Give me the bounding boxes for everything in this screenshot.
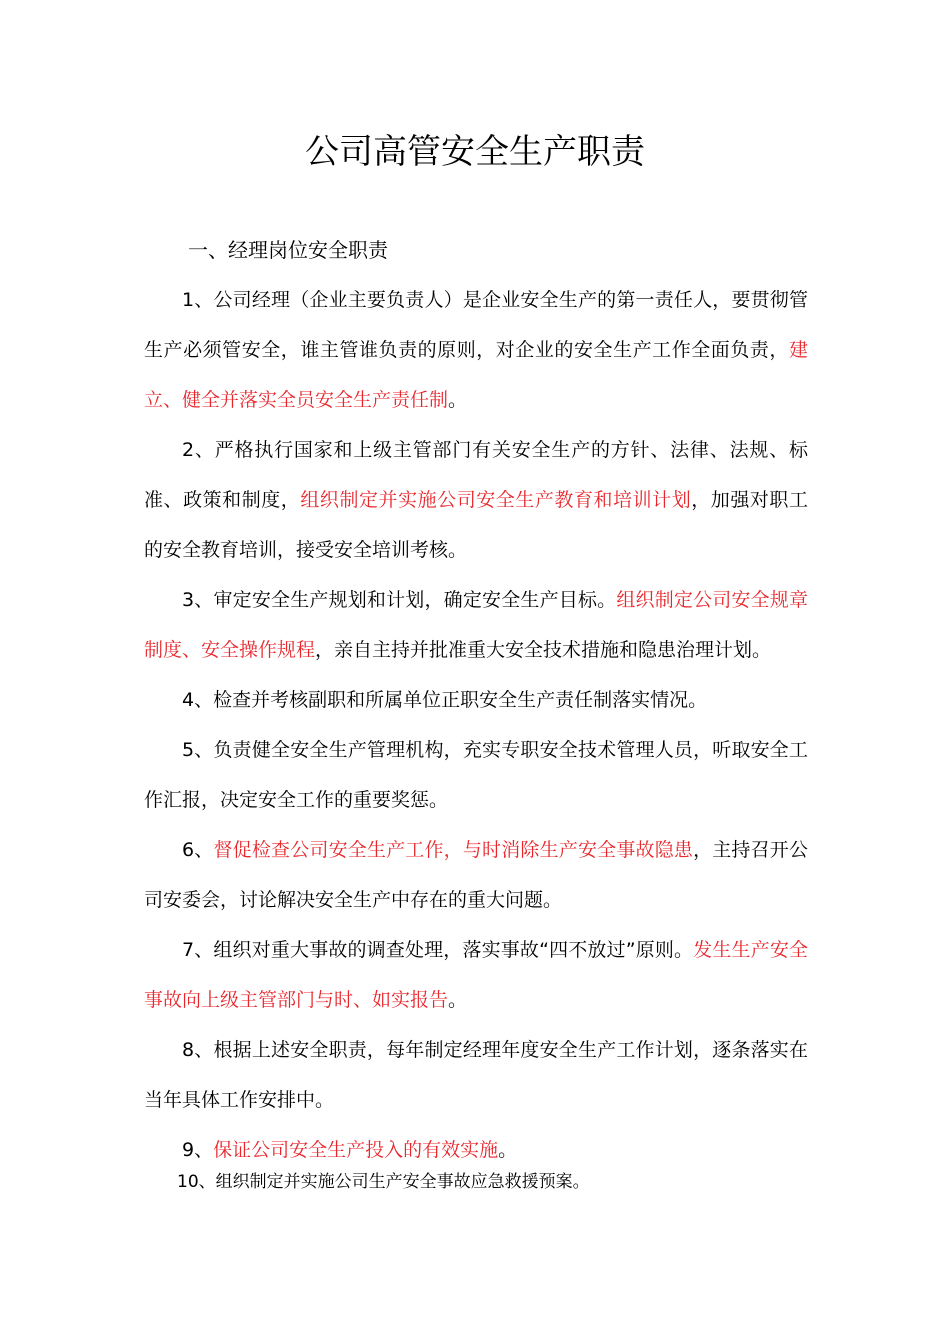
item-text: 3、审定安全生产规划和计划，确定安全生产目标。 (182, 589, 617, 611)
list-item (144, 725, 808, 825)
item-text: 。 (448, 989, 468, 1011)
list-item (144, 575, 808, 675)
item-highlight: 督促检查公司安全生产工作，与时消除生产安全事故隐患 (213, 839, 694, 861)
item-text: 4、检查并考核副职和所属单位正职安全生产责任制落实情况。 (182, 689, 708, 711)
item-highlight: 保证公司安全生产投入的有效实施 (213, 1139, 499, 1161)
list-item (144, 925, 808, 1025)
list-item (144, 825, 808, 925)
item-highlight: 组织制定并实施公司安全生产教育和培训计划 (300, 489, 692, 511)
list-item (144, 675, 808, 725)
item-text: 5、负责健全安全生产管理机构，充实专职安全技术管理人员，听取安全工作汇报，决定安全工作的重要奖惩。 (144, 739, 808, 811)
item-text: 6、 (182, 839, 214, 861)
item-text: 9、 (182, 1139, 214, 1161)
item-text: ，主持召开公司安委会，讨论解决安全生产中存在的重大问题。 (144, 839, 808, 911)
item-text: 1、公司经理（企业主要负责人）是企业安全生产的第一责任人，要贯彻管生产必须管安全，谁主管谁负责的原则，对企业的安全生产工作全面负责， (144, 289, 808, 361)
document-body (144, 275, 808, 1175)
list-item (144, 1025, 808, 1125)
item-text: ，加强对职工的安全教育培训，接受安全培训考核。 (144, 489, 808, 561)
item-text: 2、严格执行国家和上级主管部门有关安全生产的方针、法律、法规、标准、政策和制度， (144, 439, 808, 511)
item-text: ，亲自主持并批准重大安全技术措施和隐患治理计划。 (315, 639, 772, 661)
item-text: 。 (498, 1139, 518, 1161)
item-text: 。 (448, 389, 468, 411)
item-highlight: 组织制定公司安全规章制度、安全操作规程 (144, 589, 808, 661)
item-highlight: 发生生产安全事故向上级主管部门与时、如实报告 (144, 939, 808, 1011)
list-item-last: 10、组织制定并实施公司生产安全事故应急救援预案。 (177, 1172, 590, 1192)
item-text: 7、组织对重大事故的调查处理，落实事故“四不放过”原则。 (182, 939, 694, 961)
list-item (144, 275, 808, 425)
section-heading: 一、经理岗位安全职责 (188, 238, 388, 262)
item-text: 8、根据上述安全职责，每年制定经理年度安全生产工作计划，逐条落实在当年具体工作安排中。 (144, 1039, 808, 1111)
page-title: 公司高管安全生产职责 (305, 132, 645, 172)
list-item (144, 425, 808, 575)
item-highlight: 建立、健全并落实全员安全生产责任制 (144, 339, 808, 411)
